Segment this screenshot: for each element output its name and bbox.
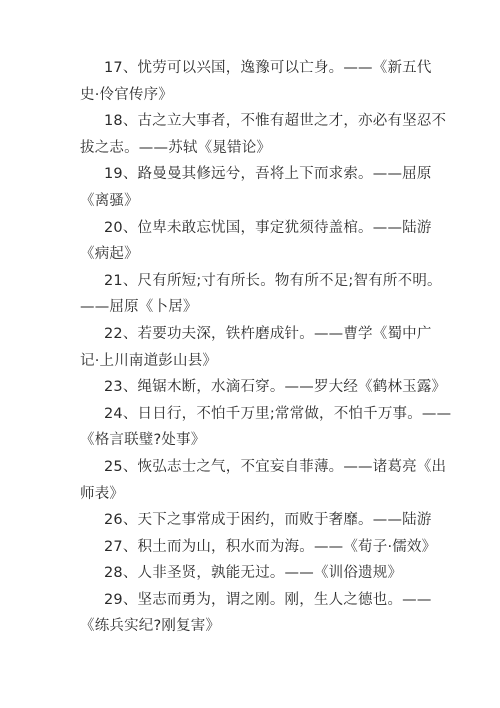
quote-18-line-1: 18、古之立大事者，不惟有超世之才，亦必有坚忍不	[104, 113, 447, 130]
quote-29-line-2: 《练兵实纪?刚复害》	[80, 618, 221, 635]
quote-22-line-1: 22、若要功夫深，铁杵磨成针。——曹学《蜀中广	[104, 325, 432, 342]
quote-27-line-1: 27、积土而为山，积水而为海。——《荀子·儒效》	[104, 538, 437, 555]
quote-29-line-1: 29、坚志而勇为，谓之刚。刚，生人之德也。——	[104, 591, 432, 608]
quote-23-line-1: 23、绳锯木断，水滴石穿。——罗大经《鹤林玉露》	[104, 379, 447, 396]
quote-25-line-1: 25、恢弘志士之气，不宜妄自菲薄。——诸葛亮《出	[104, 458, 447, 475]
quote-28-line-1: 28、人非圣贤，孰能无过。——《训俗遗规》	[104, 565, 403, 582]
quote-19-line-2: 《离骚》	[80, 192, 139, 209]
quote-24-line-2: 《格言联璧?处事》	[80, 432, 206, 449]
quote-24-line-1: 24、日日行，不怕千万里;常常做，不怕千万事。——	[104, 405, 452, 422]
quote-17-line-1: 17、忧劳可以兴国，逸豫可以亡身。——《新五代	[104, 60, 432, 76]
quote-17-line-2: 史·伶官传序》	[80, 86, 174, 103]
quote-26-line-1: 26、天下之事常成于困约，而败于奢靡。——陆游	[104, 512, 432, 529]
quote-21-line-1: 21、尺有所短;寸有所长。物有所不足;智有所不明。	[104, 272, 442, 289]
quote-22-line-2: 记·上川南道彭山县》	[80, 352, 218, 369]
quote-20-line-2: 《病起》	[80, 246, 139, 263]
quote-20-line-1: 20、位卑未敢忘忧国，事定犹须待盖棺。——陆游	[104, 219, 432, 236]
quote-21-line-2: ——屈原《卜居》	[80, 299, 198, 316]
quote-list	[0, 55, 500, 640]
quote-18-line-2: 拔之志。——苏轼《晁错论》	[80, 139, 272, 156]
quote-19-line-1: 19、路曼曼其修远兮，吾将上下而求索。——屈原	[104, 166, 432, 183]
quote-25-line-2: 师表》	[80, 485, 125, 502]
